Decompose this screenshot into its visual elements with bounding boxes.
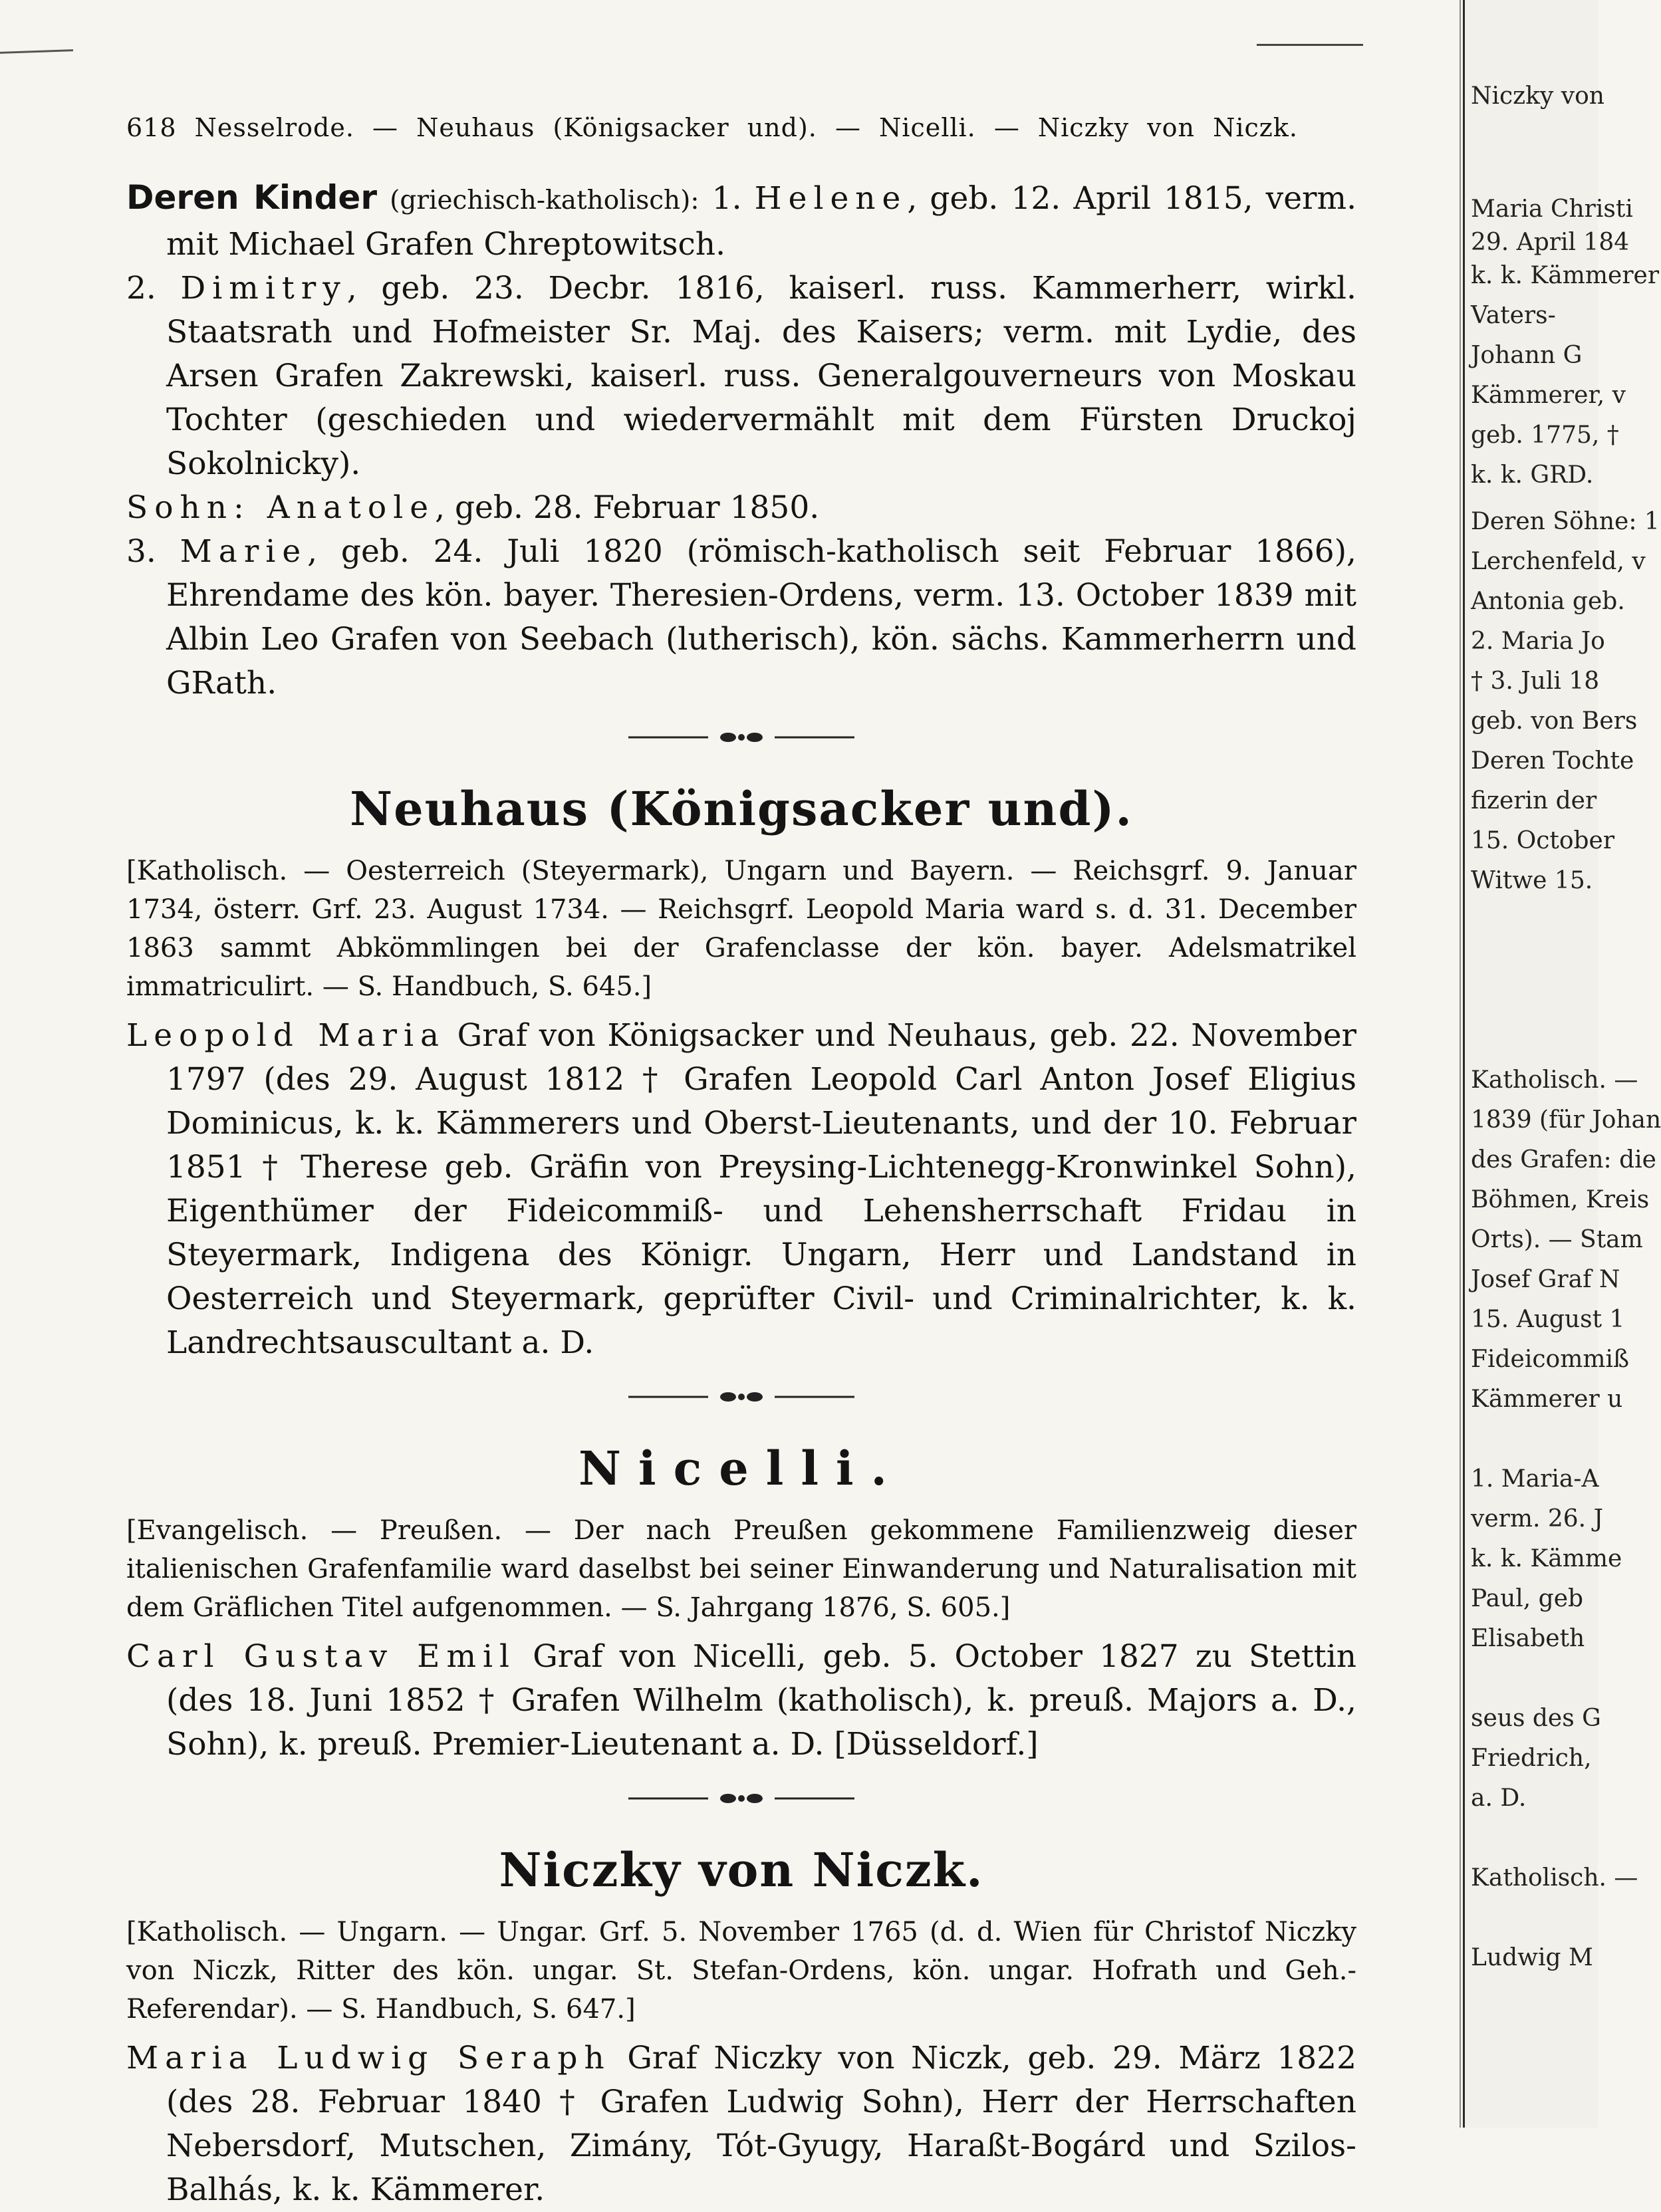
section-niczky xyxy=(126,1840,1356,2212)
main-column xyxy=(126,113,1356,2212)
adjacent-page-line: Deren Söhne: 1 xyxy=(1471,508,1660,535)
adjacent-page-line: Vaters- xyxy=(1471,302,1556,329)
entry-body-nicelli: Graf von Nicelli, geb. 5. October 1827 zu Stettin (des 18. Juni 1852 † Grafen Wilhelm (katholisch), k. preuß. Majors a. D., Sohn), k. preuß. Premier-Lieutenant a. D. [Düsseldorf.] xyxy=(166,1638,1356,1763)
grandson-name: Sohn: Anatole xyxy=(126,489,436,526)
adjacent-page-line: Ludwig M xyxy=(1471,1944,1593,1971)
adjacent-page-line: Josef Graf N xyxy=(1471,1266,1620,1293)
child-3-text: , geb. 24. Juli 1820 (römisch-katholisch seit Februar 1866), Ehrendame des kön. bayer. Theresien-Ordens, verm. 13. October 1839 mit Albin Leo Grafen von Seebach (lutherisch), kön. sächs. Kammerherrn und GRath. xyxy=(166,533,1356,701)
adjacent-page-line: Johann G xyxy=(1471,342,1583,369)
child-3 xyxy=(126,530,1356,705)
adjacent-page-line: Orts). — Stam xyxy=(1471,1226,1643,1253)
edge-mark xyxy=(1257,44,1363,46)
adjacent-page-line: Böhmen, Kreis xyxy=(1471,1186,1650,1213)
running-head: 618 Nesselrode. — Neuhaus (Königsacker und). — Nicelli. — Niczky von Niczk. xyxy=(126,113,1298,142)
edge-scratch xyxy=(0,49,73,54)
adjacent-page-line: Witwe 15. xyxy=(1471,867,1593,894)
adjacent-page-line: Paul, geb xyxy=(1471,1585,1584,1612)
adjacent-page-line: Deren Tochte xyxy=(1471,747,1634,775)
entry-nicelli xyxy=(126,1635,1356,1767)
adjacent-page-line: 1. Maria-A xyxy=(1471,1465,1599,1493)
adjacent-page-line: Niczky von xyxy=(1471,82,1604,110)
entry-neuhaus xyxy=(126,1014,1356,1365)
adjacent-page-line: Kämmerer, v xyxy=(1471,382,1626,409)
adjacent-page-line: k. k. Kämme xyxy=(1471,1545,1622,1572)
adjacent-page-line: verm. 26. J xyxy=(1471,1505,1604,1533)
adjacent-page-line: Antonia geb. xyxy=(1471,588,1625,615)
adjacent-page-line: a. D. xyxy=(1471,1784,1527,1812)
children-confession: (griechisch-katholisch): xyxy=(390,185,700,215)
children-heading xyxy=(126,176,1356,267)
adjacent-page-line: Katholisch. — xyxy=(1471,1066,1638,1094)
child-2 xyxy=(126,267,1356,486)
child-1-name: Helene xyxy=(754,180,908,217)
adjacent-page-line: 15. August 1 xyxy=(1471,1306,1625,1333)
adjacent-page-line: seus des G xyxy=(1471,1705,1601,1732)
section-neuhaus xyxy=(126,779,1356,1365)
section-divider xyxy=(628,1790,854,1806)
adjacent-page-line: Kämmerer u xyxy=(1471,1386,1623,1413)
section-divider xyxy=(628,729,854,745)
adjacent-page-line: k. k. GRD. xyxy=(1471,461,1594,489)
section-meta-niczky: [Katholisch. — Ungarn. — Ungar. Grf. 5. November 1765 (d. d. Wien für Christof Niczky von Niczk, Ritter des kön. ungar. St. Stefan-Ordens, kön. ungar. Hofrath und Geh.-Referendar). — S. Handbuch, S. 647.] xyxy=(126,1917,1356,2025)
grandson-text: , geb. 28. Februar 1850. xyxy=(435,489,820,526)
page-gutter-line xyxy=(1460,0,1461,2128)
adjacent-page-line: des Grafen: die xyxy=(1471,1146,1656,1173)
child-3-name: Marie xyxy=(180,533,308,570)
adjacent-page-line: 15. October xyxy=(1471,827,1615,854)
child-2-num: 2. xyxy=(126,270,156,307)
adjacent-page-line: Elisabeth xyxy=(1471,1625,1585,1652)
section-nicelli xyxy=(126,1438,1356,1767)
adjacent-page-line: † 3. Juli 18 xyxy=(1471,668,1600,695)
child-2-text: , geb. 23. Decbr. 1816, kaiserl. russ. Kammerherr, wirkl. Staatsrath und Hofmeister Sr. Maj. des Kaisers; verm. mit Lydie, des Arsen Grafen Zakrewski, kaiserl. russ. Generalgouverneurs von Moskau Tochter (geschieden und wiedervermählt mit dem Fürsten Druckoj Sokolnicky). xyxy=(166,270,1356,482)
section-title-neuhaus: Neuhaus (Königsacker und). xyxy=(350,781,1133,836)
adjacent-page-line: 2. Maria Jo xyxy=(1471,628,1605,655)
child-3-num: 3. xyxy=(126,533,156,570)
grandson xyxy=(126,486,1356,530)
section-meta-nicelli: [Evangelisch. — Preußen. — Der nach Preußen gekommene Familienzweig dieser italienischen Grafenfamilie ward daselbst bei seiner Einwanderung und Naturalisation mit dem Gräflichen Titel aufgenommen. — S. Jahrgang 1876, S. 605.] xyxy=(126,1515,1356,1623)
top-section xyxy=(126,176,1356,705)
adjacent-page-line: geb. 1775, † xyxy=(1471,422,1619,449)
section-divider xyxy=(628,1389,854,1405)
adjacent-page-line: 29. April 184 xyxy=(1471,229,1630,256)
entry-body-neuhaus: Graf von Königsacker und Neuhaus, geb. 22. November 1797 (des 29. August 1812 † Grafen Leopold Carl Anton Josef Eligius Dominicus, k. k. Kämmerers und Oberst-Lieutenants, und der 10. Februar 1851 † Therese geb. Gräfin von Preysing-Lichtenegg-Kronwinkel Sohn), Eigenthümer der Fideicommiß- und Lehensherrschaft Fridau in Steyermark, Indigena des Königr. Ungarn, Herr und Landstand in Oesterreich und Steyermark, geprüfter Civil- und Criminalrichter, k. k. Landrechtsauscultant a. D. xyxy=(166,1017,1356,1361)
adjacent-page-line: geb. von Bers xyxy=(1471,707,1638,735)
child-2-name: Dimitry xyxy=(180,270,347,307)
section-title-niczky: Niczky von Niczk. xyxy=(499,1842,984,1898)
child-1-num: 1. xyxy=(711,180,742,217)
adjacent-page-line: k. k. Kämmerer xyxy=(1471,262,1660,289)
child-1-text: , geb. 12. April 1815, verm. mit Michael Grafen Chreptowitsch. xyxy=(166,180,1357,263)
adjacent-page-line: Maria Christi xyxy=(1471,195,1633,223)
adjacent-page-line: Friedrich, xyxy=(1471,1745,1592,1772)
adjacent-page-line: fizerin der xyxy=(1471,787,1597,814)
adjacent-page-line: Katholisch. — xyxy=(1471,1864,1638,1892)
entry-lead-nicelli: Carl Gustav Emil xyxy=(126,1638,517,1675)
entry-lead-neuhaus: Leopold Maria xyxy=(126,1017,446,1054)
entry-lead-niczky: Maria Ludwig Seraph xyxy=(126,2040,611,2076)
adjacent-page-line: 1839 (für Johan xyxy=(1471,1106,1661,1134)
adjacent-page-line: Lerchenfeld, v xyxy=(1471,548,1646,575)
adjacent-page-line: Fideicommiß xyxy=(1471,1346,1630,1373)
entry-niczky xyxy=(126,2036,1356,2212)
entry-body-niczky: Graf Niczky von Niczk, geb. 29. März 1822 (des 28. Februar 1840 † Grafen Ludwig Sohn), Herr der Herrschaften Nebersdorf, Mutschen, Zimány, Tót-Gyugy, Haraßt-Bogárd und Szilos-Balhás, k. k. Kämmerer. xyxy=(166,2040,1356,2208)
section-title-nicelli: Nicelli. xyxy=(578,1441,904,1496)
children-label: Deren Kinder xyxy=(126,178,378,217)
section-meta-neuhaus: [Katholisch. — Oesterreich (Steyermark), Ungarn und Bayern. — Reichsgrf. 9. Januar 1734, österr. Grf. 23. August 1734. — Reichsgrf. Leopold Maria ward s. d. 31. December 1863 sammt Abkömmlingen bei der Grafenclasse der kön. bayer. Adelsmatrikel immatriculirt. — S. Handbuch, S. 645.] xyxy=(126,856,1356,1002)
